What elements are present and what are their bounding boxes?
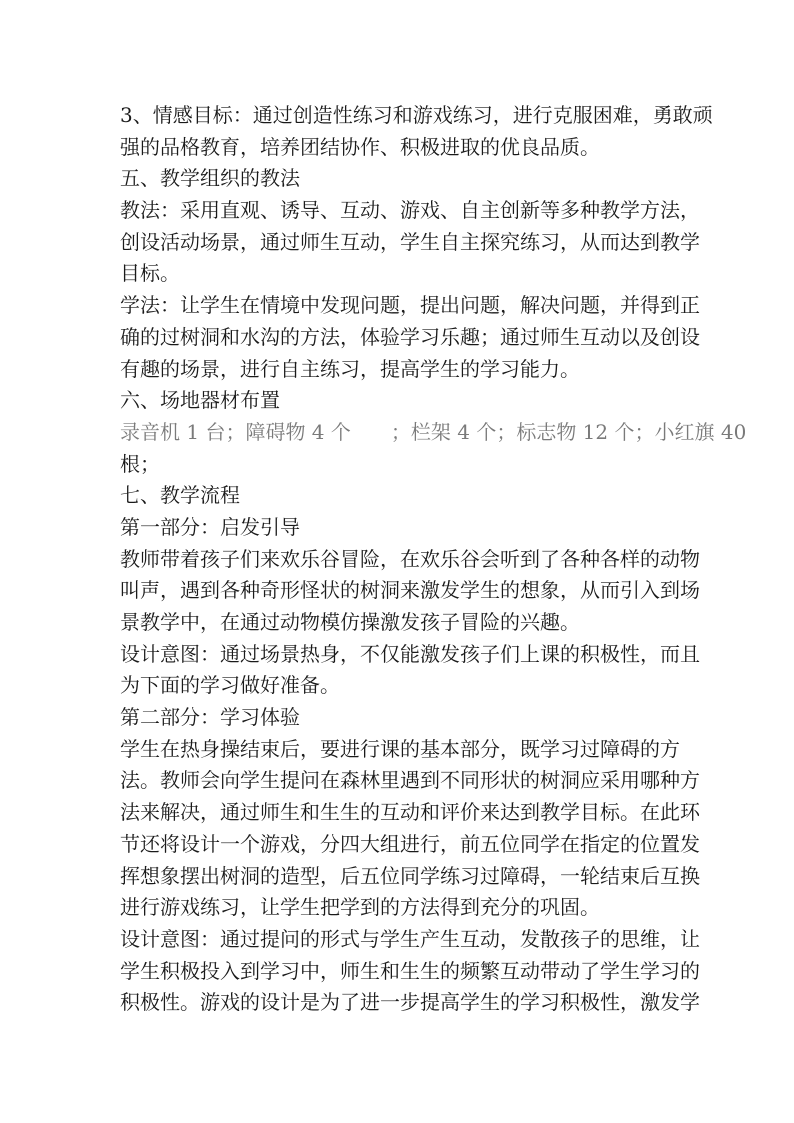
- text-line: 法来解决，通过师生和生生的互动和评价来达到教学目标。在此环: [120, 800, 700, 825]
- text-line: 五、教学组织的教法: [120, 166, 300, 191]
- text-line: 学生在热身操结束后，要进行课的基本部分，既学习过障碍的方: [120, 736, 680, 761]
- text-line: 创设活动场景，通过师生互动，学生自主探究练习，从而达到教学: [120, 229, 700, 254]
- text-line: 叫声，遇到各种奇形怪状的树洞来激发学生的想象，从而引入到场: [120, 578, 700, 603]
- text-line: 六、场地器材布置: [120, 388, 280, 413]
- text-line: 景教学中，在通过动物模仿操激发孩子冒险的兴趣。: [120, 610, 580, 634]
- text-line: 第一部分：启发引导: [120, 514, 300, 539]
- text-line: 第二部分：学习体验: [120, 705, 300, 730]
- text-line: 法。教师会向学生提问在森林里遇到不同形状的树洞应采用哪种方: [120, 768, 700, 793]
- text-line: 挥想象摆出树洞的造型，后五位同学练习过障碍，一轮结束后互换: [120, 863, 700, 888]
- text-line: 设计意图：通过场景热身，不仅能激发孩子们上课的积极性，而且: [120, 641, 700, 666]
- text-line: 录音机 1 台；障碍物 4 个 ；栏架 4 个；标志物 12 个；小红旗 40: [120, 419, 747, 444]
- document-body: [120, 100, 747, 1019]
- text-line: 教法：采用直观、诱导、互动、游戏、自主创新等多种教学方法，: [120, 198, 700, 223]
- text-line: 积极性。游戏的设计是为了进一步提高学生的学习积极性，激发学: [120, 990, 700, 1015]
- text-line: 教师带着孩子们来欢乐谷冒险，在欢乐谷会听到了各种各样的动物: [120, 546, 700, 571]
- text-line: 3、情感目标：通过创造性练习和游戏练习，进行克服困难，勇敢顽: [120, 103, 713, 127]
- text-line: 学法：让学生在情境中发现问题，提出问题，解决问题，并得到正: [120, 293, 700, 318]
- text-line: 为下面的学习做好准备。: [120, 673, 340, 698]
- text-line: 强的品格教育，培养团结协作、积极进取的优良品质。: [120, 134, 600, 159]
- text-line: 节还将设计一个游戏，分四大组进行，前五位同学在指定的位置发: [120, 831, 700, 856]
- text-line: 学生积极投入到学习中，师生和生生的频繁互动带动了学生学习的: [120, 958, 700, 983]
- text-line: 目标。: [120, 261, 180, 286]
- text-line: 根；: [120, 451, 160, 476]
- text-line: 设计意图：通过提问的形式与学生产生互动，发散孩子的思维，让: [120, 926, 700, 951]
- text-line: 进行游戏练习，让学生把学到的方法得到充分的巩固。: [120, 895, 600, 920]
- text-line: 有趣的场景，进行自主练习，提高学生的学习能力。: [120, 356, 580, 381]
- text-line: 确的过树洞和水沟的方法，体验学习乐趣；通过师生互动以及创设: [120, 324, 700, 349]
- text-line: 七、教学流程: [120, 483, 240, 508]
